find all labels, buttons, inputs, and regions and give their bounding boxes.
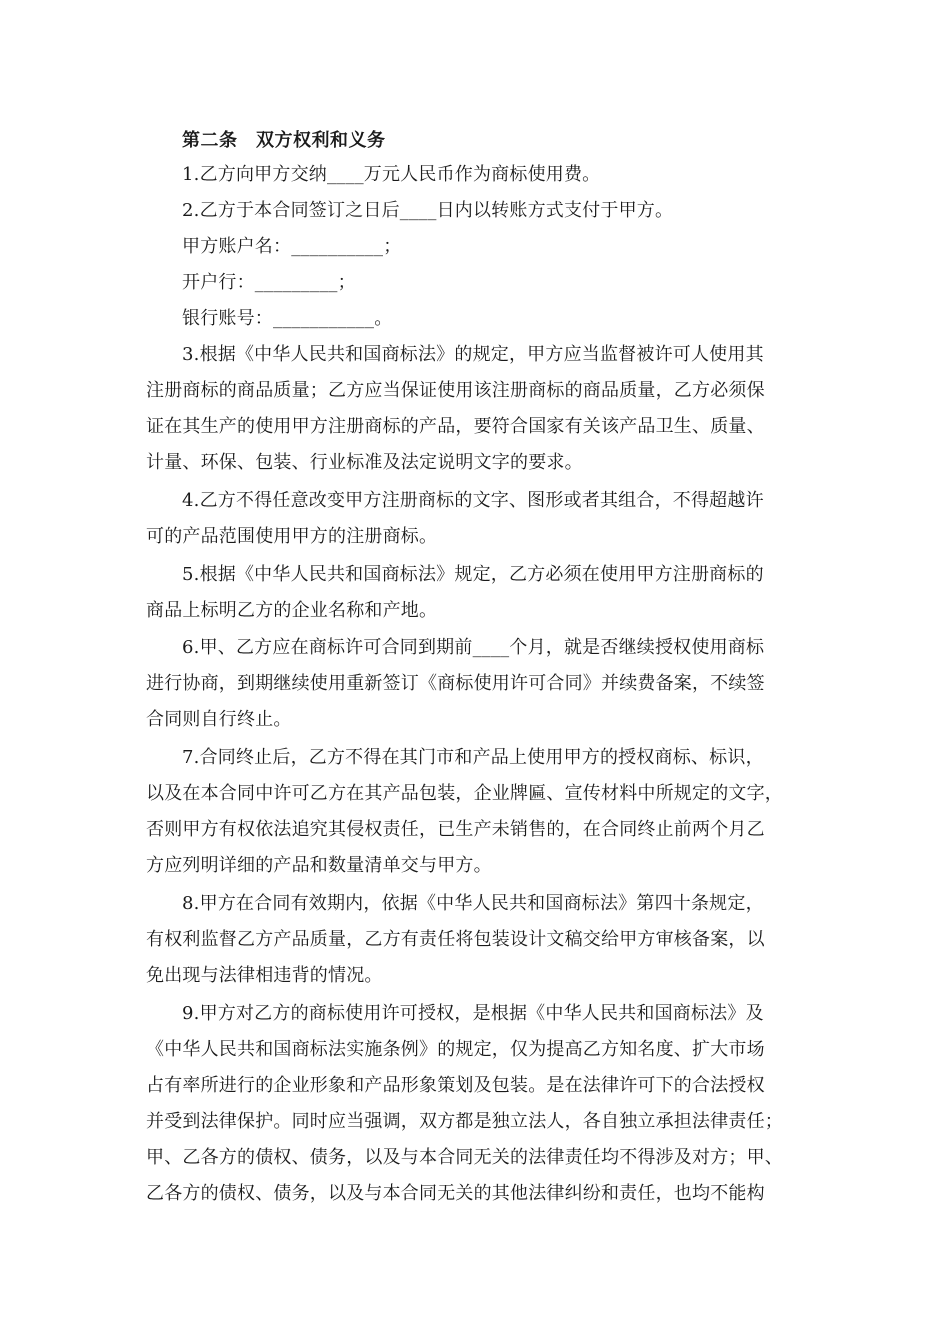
account-name-line: 甲方账户名：__________； (182, 236, 402, 257)
paragraph-line: 甲、乙各方的债权、债务，以及与本合同无关的法律责任均不得涉及对方；甲、 (146, 1147, 783, 1168)
paragraph-line: 8.甲方在合同有效期内，依据《中华人民共和国商标法》第四十条规定， (182, 893, 764, 914)
paragraph-line: 并受到法律保护。同时应当强调，双方都是独立法人，各自独立承担法律责任； (146, 1111, 783, 1132)
paragraph-line: 注册商标的商品质量；乙方应当保证使用该注册商标的商品质量，乙方必须保 (146, 380, 765, 401)
paragraph-line: 进行协商，到期继续使用重新签订《商标使用许可合同》并续费备案，不续签 (146, 673, 765, 694)
paragraph-line: 合同则自行终止。 (146, 709, 292, 730)
paragraph-line: 计量、环保、包装、行业标准及法定说明文字的要求。 (146, 452, 583, 473)
paragraph-line: 7.合同终止后，乙方不得在其门市和产品上使用甲方的授权商标、标识， (182, 747, 764, 768)
paragraph-line: 可的产品范围使用甲方的注册商标。 (146, 526, 438, 547)
paragraph-line: 证在其生产的使用甲方注册商标的产品，要符合国家有关该产品卫生、质量、 (146, 416, 765, 437)
bank-line: 开户行：_________； (182, 272, 356, 293)
paragraph-line: 免出现与法律相违背的情况。 (146, 965, 383, 986)
paragraph-line: 否则甲方有权依法追究其侵权责任，已生产未销售的，在合同终止前两个月乙 (146, 819, 765, 840)
paragraph-line: 3.根据《中华人民共和国商标法》的规定，甲方应当监督被许可人使用其 (182, 344, 764, 365)
paragraph-line: 方应列明详细的产品和数量清单交与甲方。 (146, 855, 492, 876)
paragraph-line: 1.乙方向甲方交纳____万元人民币作为商标使用费。 (182, 164, 601, 185)
paragraph-line: 有权利监督乙方产品质量，乙方有责任将包装设计文稿交给甲方审核备案，以 (146, 929, 765, 950)
paragraph-line: 4.乙方不得任意改变甲方注册商标的文字、图形或者其组合，不得超越许 (182, 490, 764, 511)
paragraph-line: 《中华人民共和国商标法实施条例》的规定，仅为提高乙方知名度、扩大市场 (146, 1039, 765, 1060)
paragraph-line: 商品上标明乙方的企业名称和产地。 (146, 600, 438, 621)
account-number-line: 银行账号：___________。 (182, 308, 393, 329)
paragraph-line: 9.甲方对乙方的商标使用许可授权，是根据《中华人民共和国商标法》及 (182, 1003, 764, 1024)
paragraph-line: 乙各方的债权、债务，以及与本合同无关的其他法律纠纷和责任，也均不能构 (146, 1183, 765, 1204)
paragraph-line: 6.甲、乙方应在商标许可合同到期前____个月，就是否继续授权使用商标 (182, 637, 765, 658)
paragraph-line: 5.根据《中华人民共和国商标法》规定，乙方必须在使用甲方注册商标的 (182, 564, 764, 585)
paragraph-line: 2.乙方于本合同签订之日后____日内以转账方式支付于甲方。 (182, 200, 674, 221)
section-heading: 第二条 双方权利和义务 (182, 130, 386, 151)
paragraph-line: 以及在本合同中许可乙方在其产品包装，企业牌匾、宣传材料中所规定的文字， (146, 783, 783, 804)
paragraph-line: 占有率所进行的企业形象和产品形象策划及包装。是在法律许可下的合法授权 (146, 1075, 765, 1096)
